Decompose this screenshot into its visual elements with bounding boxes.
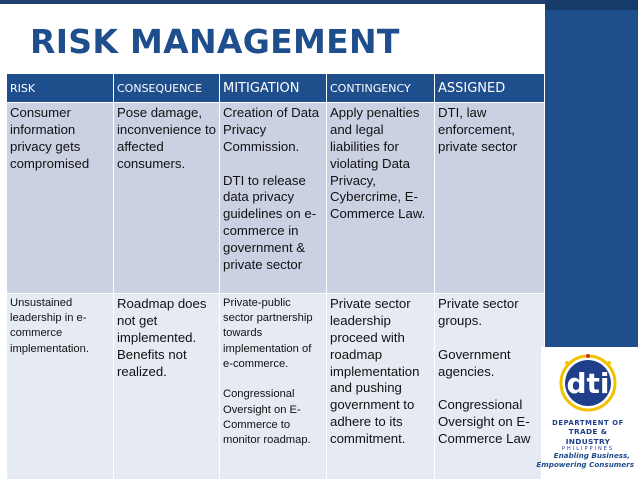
cell-text: Private sector groups. Government agencies. Congressional Oversight on E-Commerce Law [438,296,531,447]
logo-tagline-1: Enabling Business, [553,451,630,460]
logo-dept-line1: DEPARTMENT OF [552,419,624,427]
table-cell [114,103,220,294]
table-cell [220,294,327,480]
header-assigned: ASSIGNED [435,74,545,103]
header-consequence: CONSEQUENCE [114,74,220,103]
table-cell [327,103,435,294]
table-cell [7,294,114,480]
table-row [7,103,545,294]
sidebar-stripe [545,0,638,10]
logo-dept-line3: PHILIPPINES [561,445,615,452]
risk-table [6,73,545,480]
table-cell [7,103,114,294]
top-accent-bar [0,0,545,4]
cell-text: Unsustained leadership in e-commerce implementation. [10,297,89,355]
header-mitigation: MITIGATION [220,74,327,103]
cell-text: Consumer information privacy gets compromised [10,105,90,171]
logo-department-text [545,419,631,452]
slide-title: RISK MANAGEMENT [30,22,400,61]
cell-text: DTI, law enforcement, private sector [438,105,518,154]
logo-tagline-2: Empowering Consumers [536,460,634,469]
table-cell [435,103,545,294]
logo-dept-line2: TRADE & INDUSTRY [565,427,611,446]
cell-text: Private sector leadership proceed with roadmap implementation and pushing government to adhere to its commitment. [330,296,420,447]
dti-logo [536,347,638,479]
table-cell [435,294,545,480]
table-row [7,294,545,480]
cell-text: Roadmap does not get implemented. Benefits not realized. [117,296,207,379]
header-row [7,74,545,103]
dti-emblem-icon [545,353,631,417]
header-risk: RISK [7,74,114,103]
header-contingency: CONTINGENCY [327,74,435,103]
cell-text: Creation of Data Privacy Commission. DTI to release data privacy guidelines on e-commerce in government & private sector [223,105,320,273]
cell-text: Apply penalties and legal liabilities for violating Data Privacy, Cybercrime, E-Commerce Law. [330,105,426,222]
logo-wordmark: dti [566,367,610,400]
table-cell [220,103,327,294]
cell-text: Private-public sector partnership towards implementation of e-commerce. Congressional Oversight on E-Commerce to monitor roadmap. [223,297,313,447]
table-cell [327,294,435,480]
cell-text: Pose damage, inconvenience to affected consumers. [117,105,216,171]
table-cell [114,294,220,480]
